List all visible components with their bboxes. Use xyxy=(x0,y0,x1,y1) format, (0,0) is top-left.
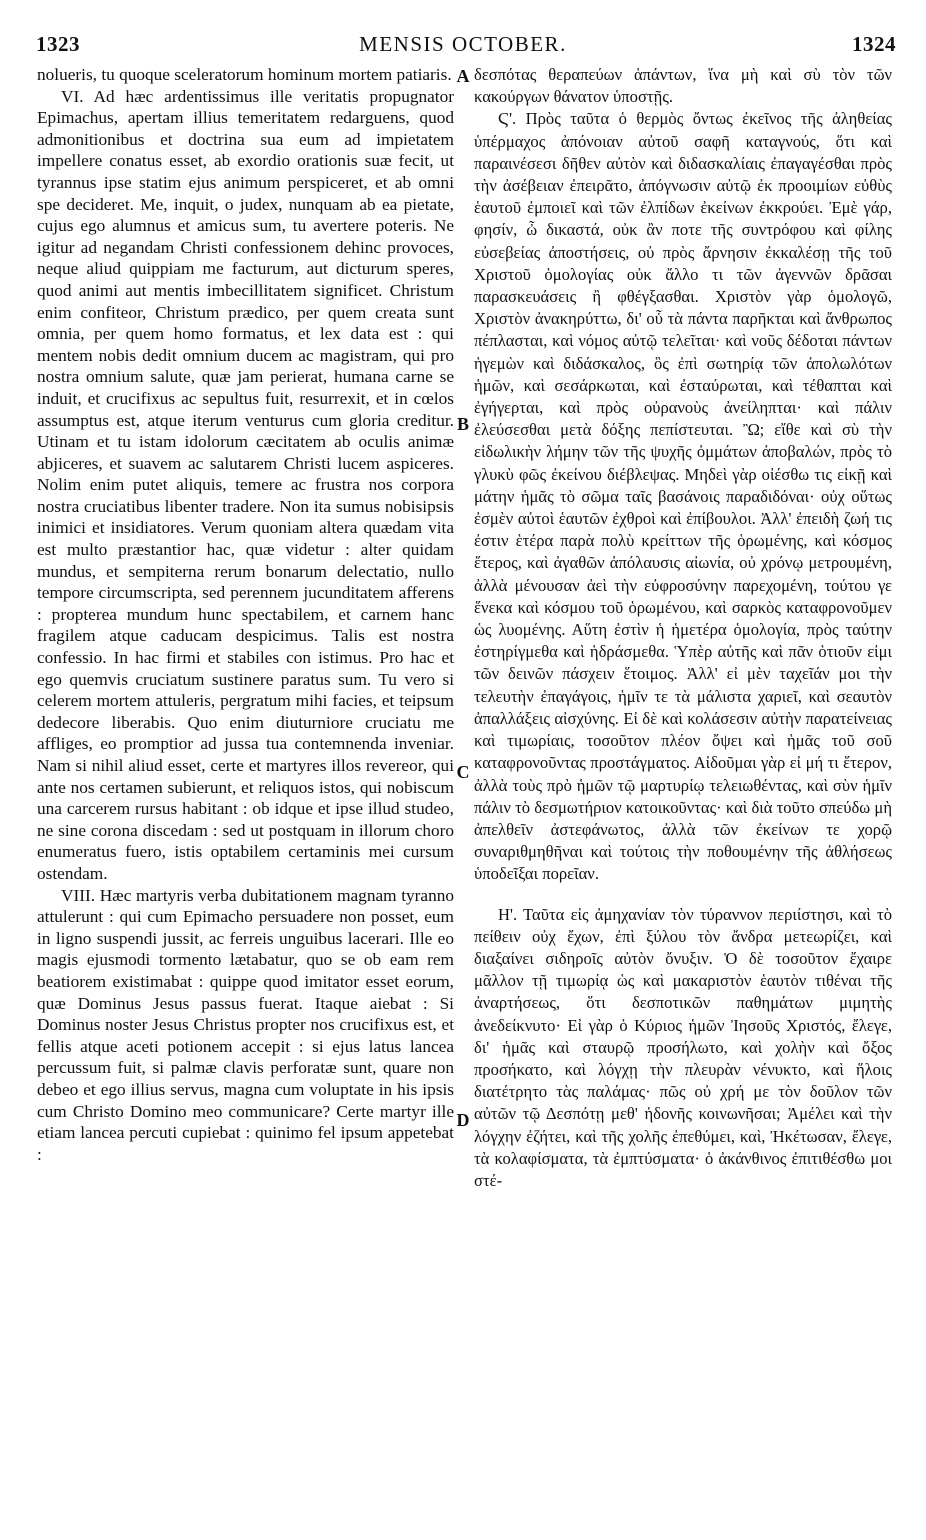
margin-letter-d: D xyxy=(456,1110,470,1130)
margin-letter-b: B xyxy=(456,414,469,434)
running-title: MENSIS OCTOBER. xyxy=(359,32,567,56)
greek-column xyxy=(474,64,892,1192)
greek-paragraph-vi: Ϛ'. Πρὸς ταῦτα ὁ θερμὸς ὄντως ἐκεῖνος τῆς ἀληθείας ὑπέρμαχος ἀπόνοιαν αὐτοῦ σαφῆ καταγνούς, ὅτι καὶ παραινέσεσι δῆθεν αὐτὸν καὶ διδασκαλίαις ἐπαγαγέσθαι πρὸς τὴν ἀσέβειαν ἐπειρᾶτο, ἀπόγνωσιν αὐτῷ ἐκ προοιμίων εὐθὺς ἑαυτοῦ ἐμποιεῖ καὶ τῶν ἐλπίδων ἐκείνων ἐκκρούει. Ἐμὲ γάρ, φησίν, ὦ δικαστά, οὐκ ἂν ποτε τῆς συντρόφου καὶ φίλης εὐσεβείας ἀποστήσεις, οὐ πρὸς ἄρνησιν ἐκκαλέσῃ τῆς τοῦ Χριστοῦ ὁμολογίας οὐκ ἄλλο τι τῶν ἀγεννῶν δρᾶσαι παρασκευάσεις ἢ φθέγξασθαι. Χριστὸν γὰρ ὁμολογῶ, Χριστὸν ἀνακηρύττω, δι' οὗ τὰ πάντα παρῆκται καὶ ἄνθρωπος πέπλασται, καὶ νόμος αὐτῷ τελεῖται· καὶ νοῦς δέδοται πάντων ἡγεμὼν καὶ διδάσκαλος, ὃς ἐπὶ σωτηρίᾳ τῶν ἀπολωλότων ἡμῶν, καὶ σεσάρκωται, καὶ ἐσταύρωται, καὶ τέθαπται καὶ ἐγήγερται, καὶ πρὸς οὐρανοὺς ἀνείληπται· καὶ πάλιν ἐλεύσεσθαι μετὰ δόξης πεπίστευται. Ὢ; εἴθε καὶ σὺ τὴν εἰδωλικὴν λήμην τῶν τῆς ψυχῆς ὀμμάτων ἀποβαλών, πρὸς τὸ γλυκὺ φῶς ἐκείνου διέβλεψας. Μηδεὶ γὰρ οἰέσθω τις εἰκῇ καὶ μάτην ἡμᾶς τὸ σῶμα ταῖς βασάνοις παραδιδόναι· οὐχ οὕτως ἐσμὲν αὐτοὶ ἑαυτῶν ἐχθροὶ καὶ ἐπίβουλοι. Ἀλλ' ἐπειδὴ ζωή τις ἐστιν ἑτέρα παρὰ πολὺ κρείττων τῆς ὁρωμένης, καὶ κόσμος ἕτερος, καὶ ἀγαθῶν ἀπόλαυσις αἰωνία, οὐ χρόνῳ μετρουμένη, ἀλλὰ μένουσαν ἀεὶ τὴν εὐφροσύνην παρεχομένη, τούτου γε ἕνεκα καὶ κόσμου τοῦ ὁρωμένου, καὶ σαρκὸς καταφρονοῦμεν ὡς λυομένης. Αὕτη ἐστὶν ἡ ἡμετέρα ὁμολογία, πρὸς ταύτην ἐστηρίγμεθα καὶ ἡδράσμεθα. Ὑπὲρ αὐτῆς καὶ πᾶν ὁτιοῦν εἰμι τῶν δεινῶν πάσχειν ἕτοιμος. Ἀλλ' εἰ μὲν ταχεῖάν μοι τὴν τελευτὴν ἐπαγάγοις, ἡμῖν τε τὰ μάλιστα χαριεῖ, καὶ σεαυτὸν ἀπαλλάξεις αἰσχύνης. Εἰ δὲ καὶ κολάσεσιν αὐτὴν παρατείνειας καὶ τιμωρίαις, τοσοῦτον πλέον ὄψει καὶ ἡμᾶς τοῦ σοῦ καταφρονοῦντας προστάγματος. Αἰδοῦμαι γὰρ εἰ μή τι ἕτερον, ἀλλὰ τοὺς πρὸ ἡμῶν τῷ μαρτυρίῳ τελειωθέντας, καὶ σὺν ἡμῖν πάλιν τὸ δεσμωτήριον κατοικοῦντας· καὶ διὰ τοῦτο σπεύδω μὴ ἀπελθεῖν ἀστεφάνωτος, ἀλλὰ τῶν ἐκείνων τε χορῷ συναριθμηθῆναι καὶ τούτοις τὴν ποθουμένην τῆς ἀθλήσεως ὑποδεῖξαι πορεῖαν. xyxy=(474,109,892,884)
latin-paragraph-vi: VI. Ad hæc ardentissimus ille veritatis propugnator Epimachus, apertam illius temeritatem redarguens, quod admonitionibus et doctrina sua eum ad impietatem impellere conatus esset, ab exordio orationis suæ fecit, ut tyrannus ipse statim ejus animum perspiceret, et ab omni spe decideret. Me, inquit, o judex, nunquam ab ea pietate, cujus ego alumnus et amicus sum, tu avertere poteris. Ne igitur ad negandam Christi confessionem dehinc provoces, neque aliud quippiam me facturum, aut dicturum speres, quod animi aut mentis imbecillitatem significet. Christum enim confiteor, Christum prædico, per quem creata sunt omnia, per quem homo formatus, et lex data est : qui mentem nobis dedit omnium ducem ac magistram, qui pro nostra omnium salute, quæ jam perierat, humana carne se induit, et crucifixus ac sepultus fuit, resurrexit, et in cœlos assumptus est, atque iterum venturus cum gloria creditur. Utinam et tu istam idolorum cæcitatem ab oculis animæ abjiceres, et suavem ac salutarem Christi lucem aspiceres. Nolim enim putet aliquis, temere ac frustra nos corpora nostra cruciatibus libenter tradere. Non ita sumus nobisipsis inimici et insidiatores. Verum quoniam altera quædam vita est multo præstantior hac, quæ videtur : alter quidam mundus, et sempiterna rerum bonarum delectatio, nullo tempore circumscripta, sed perennem jucunditatem afferens : propterea mundum hunc spectabilem, et carnem hanc fragilem atque caducam despicimus. Talis est nostra confessio. In hac firmi et stabiles con istimus. Pro hac et ego quemvis cruciatum sustinere paratus sum. Tu vero si celerem mortem attuleris, pergratum mihi facies, et teipsum dedecore liberabis. Quo enim diuturniore cruciatu me affliges, eo promptior ad jussa tua contemnenda inveniar. Nam si nihil aliud esset, certe et martyres illos revereor, qui ante nos certamen subierunt, et reliquos istos, qui nobiscum una carcerem rursus habitant : ob idque et ipse illud studeo, ne sine corona discedam : sed ut postquam in illorum choro enumeratus fuero, istis optabilem certaminis mei cursum ostendam. xyxy=(37,86,454,883)
latin-paragraph-continued: nolueris, tu quoque sceleratorum hominum mortem patiaris. xyxy=(37,65,452,84)
section-gap xyxy=(474,886,892,904)
latin-column xyxy=(37,64,454,1165)
greek-paragraph-viii: Η'. Ταῦτα εἰς ἀμηχανίαν τὸν τύραννον περιίστησι, καὶ τὸ πείθειν οὐχ ἔχων, ἐπὶ ξύλου τὸν ἄνδρα μετεωρίζει, καὶ διαξαίνει σιδηροῖς αὐτὸν ὄνυξιν. Ὁ δὲ τοσοῦτον ἔχαιρε μᾶλλον τῇ τιμωρίᾳ ὡς καὶ μακαριστὸν ἑαυτὸν τιθέναι τῆς ἀναρτήσεως, ὅτι δεσποτικῶν παθημάτων μιμητὴς ἀνεδείκνυτο· Εἰ γὰρ ὁ Κύριος ἡμῶν Ἰησοῦς Χριστός, ἔλεγε, δι' ἡμᾶς καὶ σταυρῷ προσήλωτο, καὶ χολὴν καὶ ὄξος προσήκατο, καὶ λόγχῃ τὴν πλευρὰν νένυκτο, καὶ ἥλοις διατέτρητο τὰς παλάμας· πῶς οὐ χρή με τὸν δοῦλον τῶν αὐτῶν τῷ Δεσπότῃ μεθ' ἡδονῆς κοινωνῆσαι; Ἀμέλει καὶ τὴν λόγχην ἐζήτει, καὶ τῆς χολῆς ἐπεθύμει, καὶ, Ἠκέτωσαν, ἔλεγε, τὰ κολαφίσματα, τὰ ἐμπτύσματα· ὁ ἀκάνθινος ἐπιτιθέσθω μοι στέ- xyxy=(474,904,892,1190)
right-page-number: 1324 xyxy=(852,32,896,56)
margin-letter-c: C xyxy=(456,762,470,782)
left-page-number: 1323 xyxy=(36,32,80,56)
page-header xyxy=(0,32,926,62)
greek-paragraph-continued: δεσπότας θεραπεύων ἁπάντων, ἵνα μὴ καὶ σὺ τὸν τῶν κακούργων θάνατον ὑποστῇς. xyxy=(474,65,892,107)
margin-letter-a: A xyxy=(456,66,470,86)
latin-paragraph-viii: VIII. Hæc martyris verba dubitationem magnam tyranno attulerunt : qui cum Epimacho persuadere non posset, eum in ligno suspendi jussit, ac ferreis unguibus lacerari. Ille eo magis ejusmodi tormento lætabatur, quo se ob eam rem beatiorem existimabat : quippe quod imitator esset eorum, quæ Dominus Jesus passus fuerat. Itaque aiebat : Si Dominus noster Jesus Christus propter nos crucifixus est, et fellis atque aceti potionem accepit : si ejus latus lancea percussum fuit, si palmæ clavis perforatæ sunt, quare non debeo et ego illius servus, magna cum voluptate in his ipsis cum Christo Domino meo communicare? Certe martyr ille etiam lancea percuti cupiebat : quinimo fel ipsum appetebat : xyxy=(37,885,454,1164)
